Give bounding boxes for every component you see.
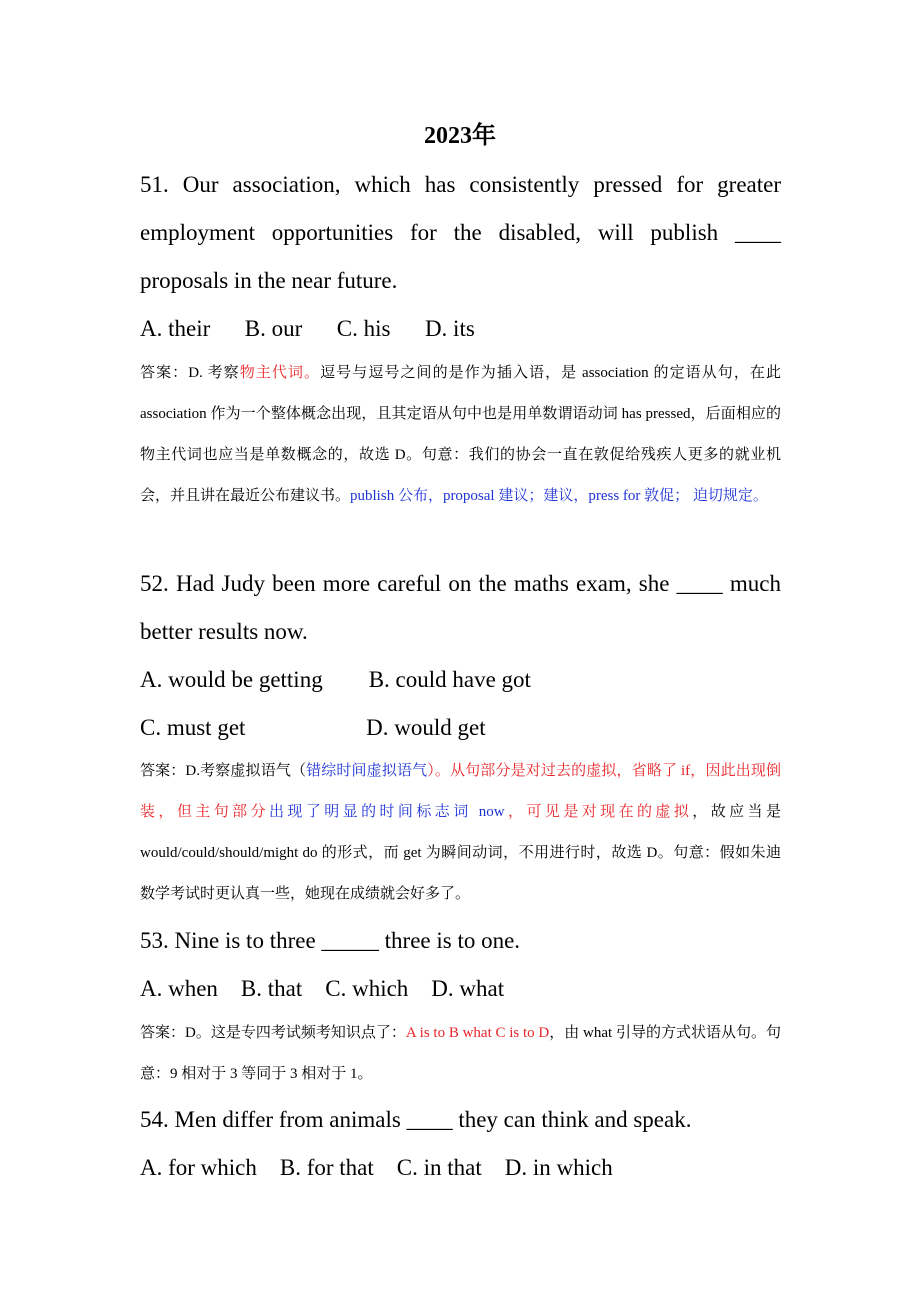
answer-text: ，故应当是 would/could/should/might do 的形式，而 get 为瞬间动词，不用进行时，故选 D。句意：假如朱迪数学考试时更认真一些，她现在成绩就会好多了。 [140, 804, 781, 902]
question-53-options: A. when B. that C. which D. what [140, 976, 505, 1001]
answer-text: 答案：D. 考察 [140, 365, 240, 381]
answer-highlight: ，可见是对现在的虚拟 [504, 804, 693, 820]
question-52-options-row2: C. must get D. would get [140, 715, 486, 740]
answer-highlight: 出现了明显的时间标志词 now [268, 804, 505, 820]
answer-highlight: ）。从句部分是对过去的虚拟，省略了 if，因此出现倒装，但主句部分 [140, 763, 781, 820]
answer-text: 答案：D。这是专四考试频考知识点了： [140, 1025, 406, 1041]
question-54-stem: 54. Men differ from animals ____ they can think and speak. [140, 1107, 692, 1132]
question-52-options-row1: A. would be getting B. could have got [140, 667, 531, 692]
question-51-stem: 51. Our association, which has consistently pressed for greater employment opportunities for the disabled, will publish ____ proposals in the near future. [140, 172, 781, 293]
answer-text: 答案：D.考察虚拟语气（ [140, 763, 307, 779]
question-51-options: A. their B. our C. his D. its [140, 316, 475, 341]
answer-highlight: A is to B what C is to D [405, 1025, 550, 1041]
answer-vocabulary: publish 公布，proposal 建议；建议，press for 敦促； 迫切规定。 [350, 488, 768, 504]
answer-text: ，由 what 引导的方式状语从句。句意：9 相对于 3 等同于 3 相对于 1。 [140, 1025, 781, 1082]
answer-highlight: 错综时间虚拟语气 [306, 763, 428, 779]
question-52-answer [140, 751, 781, 915]
answer-highlight: 物主代词。 [239, 365, 321, 381]
question-51-answer [140, 353, 781, 517]
question-54-options: A. for which B. for that C. in that D. in which [140, 1155, 613, 1180]
question-53-stem: 53. Nine is to three _____ three is to one. [140, 928, 521, 953]
page-title: 2023年 [424, 123, 496, 149]
question-53-answer [140, 1013, 781, 1095]
answer-text: 逗号与逗号之间的是作为插入语，是 association 的定语从句，在此 association 作为一个整体概念出现，且其定语从句中也是用单数谓语动词 has pressed，后面相应的物主代词也应当是单数概念的，故选 D。句意：我们的协会一直在敦促给残疾人更多的就业机会，并且讲在最近公布建议书。 [140, 365, 781, 504]
question-52-stem: 52. Had Judy been more careful on the maths exam, she ____ much better results now. [140, 571, 781, 644]
